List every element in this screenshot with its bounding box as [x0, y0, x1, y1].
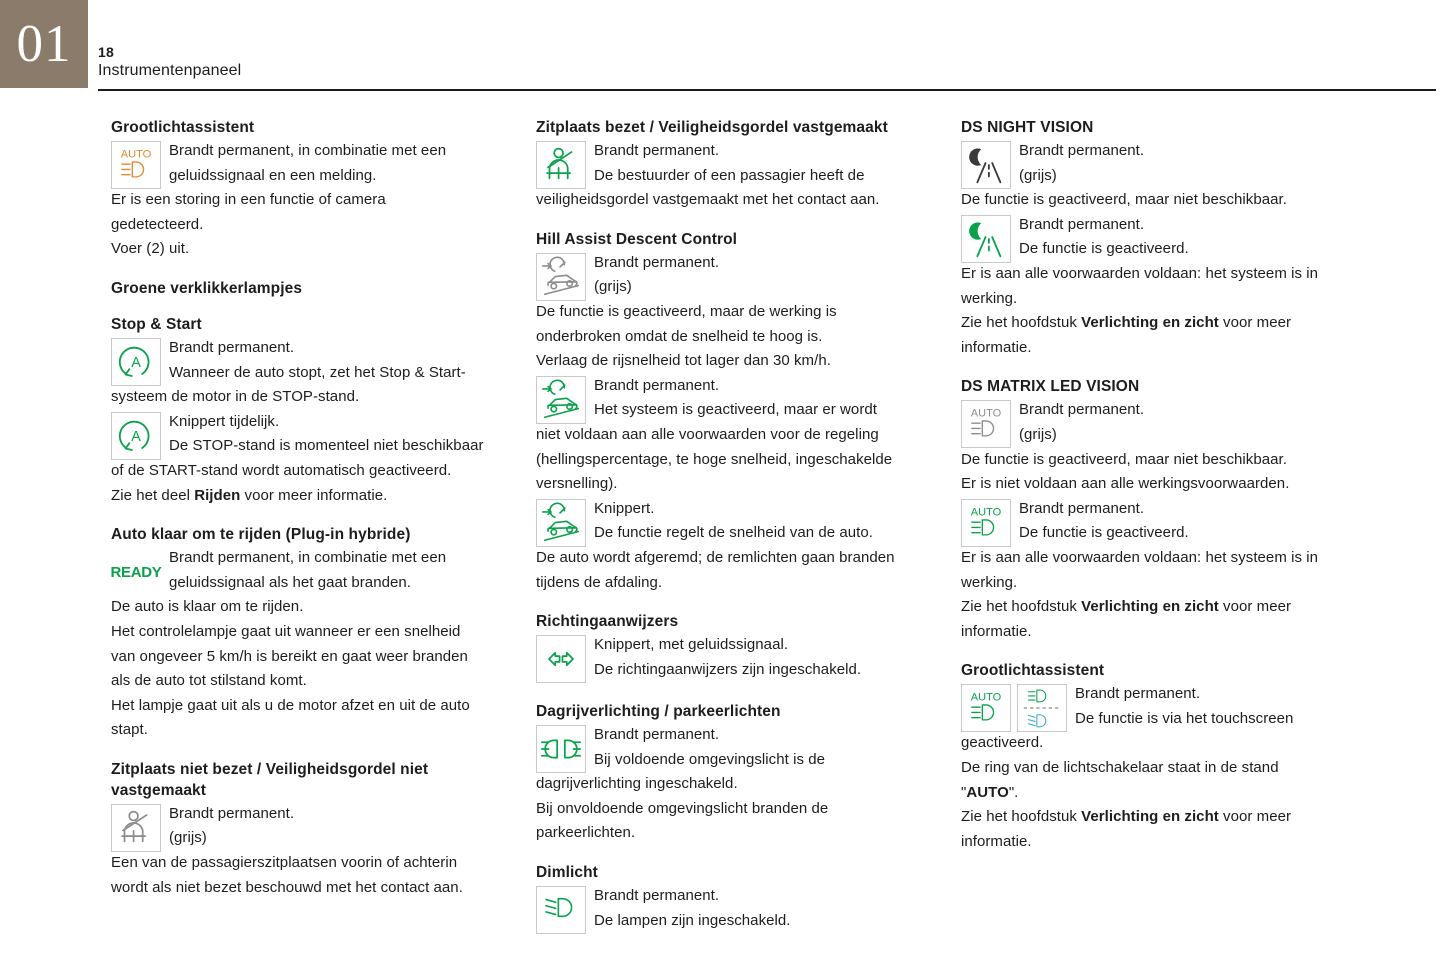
- text-line: Voer (2) uit.: [111, 240, 190, 258]
- text-line: Knippert, met geluidssignaal.: [594, 636, 789, 654]
- text-line: Er is aan alle voorwaarden voldaan: het systeem is in: [961, 264, 1319, 282]
- text-line: als de auto tot stilstand komt.: [111, 672, 307, 690]
- text-line: De functie is geactiveerd.: [1019, 240, 1189, 258]
- text-line: Wanneer de auto stopt, zet het Stop & Start-: [169, 363, 466, 381]
- section-heading: Zitplaats niet bezet / Veiligheidsgordel niet: [111, 760, 429, 778]
- tell-tale-entry: [961, 682, 1354, 854]
- night-vision-grey-icon: [961, 141, 1011, 189]
- text-line: De auto wordt afgeremd; de remlichten gaan branden: [536, 548, 895, 566]
- tell-tale-text: [111, 139, 504, 262]
- svg-text:AUTO: AUTO: [970, 506, 1002, 519]
- text-line: (grijs): [594, 278, 632, 296]
- section-heading: Richtingaanwijzers: [536, 613, 679, 631]
- text-line: Brandt permanent.: [1019, 142, 1145, 159]
- svg-text:A: A: [131, 428, 141, 445]
- text-line: Zie het hoofdstuk Verlichting en zicht voor meer: [961, 314, 1292, 332]
- tell-tale-icons: [536, 886, 586, 934]
- section-heading: Hill Assist Descent Control: [536, 230, 738, 248]
- text-line: onderbroken omdat de snelheid te hoog is.: [536, 327, 823, 345]
- text-line: informatie.: [961, 832, 1032, 850]
- content-columns: [0, 118, 1445, 936]
- tell-tale-icons: [536, 141, 586, 189]
- text-line: De ring van de lichtschakelaar staat in de stand: [961, 759, 1279, 777]
- svg-text:AUTO: AUTO: [970, 407, 1002, 420]
- text-line: Zie het deel Rijden voor meer informatie.: [111, 486, 388, 504]
- tell-tale-entry: [536, 633, 929, 685]
- text-line: De STOP-stand is momenteel niet beschikbaar: [169, 437, 484, 455]
- tell-tale-icons: [536, 499, 586, 547]
- text-line: Er is een storing in een functie of camera: [111, 191, 386, 209]
- tell-tale-entry: [961, 497, 1354, 645]
- tell-tale-icons: [111, 412, 161, 460]
- section-heading: Zitplaats bezet / Veiligheidsgordel vastgemaakt: [536, 119, 888, 136]
- tell-tale-text: [961, 398, 1354, 496]
- stop-start-green-icon: [111, 338, 161, 386]
- text-line: Brandt permanent.: [1075, 685, 1201, 703]
- text-line: Verlaag de rijsnelheid tot lager dan 30 km/h.: [536, 352, 831, 370]
- tell-tale-icons: [536, 253, 586, 301]
- parking-lights-green-icon: [536, 725, 586, 773]
- tell-tale-icons: [111, 548, 161, 596]
- header-divider: [98, 89, 1436, 91]
- tell-tale-text: [961, 213, 1354, 361]
- text-line: De functie regelt de snelheid van de auto.: [594, 524, 873, 542]
- text-line: Knippert.: [594, 499, 655, 517]
- text-line: Zie het hoofdstuk Verlichting en zicht voor meer: [961, 808, 1292, 826]
- section-heading: Auto klaar om te rijden (Plug-in hybride): [111, 526, 411, 544]
- tell-tale-text: [536, 497, 929, 595]
- text-line: Brandt permanent.: [594, 376, 720, 394]
- tell-tale-entry: [536, 497, 929, 595]
- text-line: Brandt permanent, in combinatie met een: [169, 142, 447, 159]
- column-3: [961, 118, 1354, 936]
- dipped-beam-green-icon: [536, 886, 586, 934]
- text-line: De richtingaanwijzers zijn ingeschakeld.: [594, 660, 862, 678]
- text-line: geactiveerd.: [961, 734, 1044, 752]
- text-line: dagrijverlichting ingeschakeld.: [536, 775, 738, 793]
- section-heading: Grootlichtassistent: [111, 119, 255, 136]
- text-line: Zie het hoofdstuk Verlichting en zicht voor meer: [961, 598, 1292, 616]
- text-line: (grijs): [1019, 166, 1057, 184]
- tell-tale-text: [536, 374, 929, 497]
- tell-tale-text: [536, 884, 929, 933]
- tell-tale-entry: [111, 410, 504, 508]
- text-line: De functie is geactiveerd, maar niet beschikbaar.: [961, 191, 1287, 209]
- tell-tale-text: [111, 546, 504, 743]
- tell-tale-entry: [536, 139, 929, 213]
- text-line: geluidssignaal en een melding.: [169, 166, 377, 184]
- text-line: Brandt permanent.: [594, 726, 720, 744]
- page-header: [98, 44, 241, 81]
- hill-descent-green-icon: [536, 376, 586, 424]
- tell-tale-text: [111, 410, 504, 508]
- text-line: De bestuurder of een passagier heeft de: [594, 166, 865, 184]
- text-line: Brandt permanent.: [1019, 215, 1145, 233]
- tell-tale-text: [111, 802, 504, 900]
- text-line: De functie is geactiveerd, maar de werking is: [536, 302, 837, 320]
- stop-start-green-icon: [111, 412, 161, 460]
- hill-descent-green-icon: [536, 499, 586, 547]
- ready-label: READY: [110, 563, 162, 581]
- text-line: Een van de passagierszitplaatsen voorin of achterin: [111, 854, 458, 872]
- section-heading: DS MATRIX LED VISION: [961, 378, 1140, 396]
- text-line: informatie.: [961, 338, 1032, 356]
- text-line: (hellingspercentage, te hoge snelheid, ingeschakelde: [536, 450, 893, 468]
- tell-tale-text: [961, 497, 1354, 645]
- text-line: parkeerlichten.: [536, 824, 636, 842]
- text-line: Het systeem is geactiveerd, maar er wordt: [594, 401, 877, 419]
- text-line: van ongeveer 5 km/h is bereikt en gaat weer branden: [111, 647, 468, 665]
- text-line: versnelling).: [536, 475, 618, 493]
- text-line: Brandt permanent.: [169, 338, 295, 356]
- text-line: Brandt permanent, in combinatie met een: [169, 549, 447, 567]
- text-line: Bij voldoende omgevingslicht is de: [594, 750, 825, 768]
- tell-tale-entry: [536, 374, 929, 497]
- auto-highbeam-orange-icon: [111, 141, 161, 189]
- auto-highbeam-grey-icon: [961, 400, 1011, 448]
- svg-text:A: A: [131, 354, 141, 371]
- text-line: geluidssignaal als het gaat branden.: [169, 573, 411, 591]
- text-line: veiligheidsgordel vastgemaakt met het contact aan.: [536, 191, 880, 209]
- tell-tale-icons: [111, 141, 161, 189]
- tell-tale-text: [536, 723, 929, 846]
- text-line: werking.: [961, 573, 1018, 591]
- beam-switch-green-blue-icon: [1017, 684, 1067, 732]
- tell-tale-icons: [961, 400, 1011, 448]
- tell-tale-entry: [961, 139, 1354, 213]
- tell-tale-text: [111, 336, 504, 410]
- tell-tale-entry: [536, 251, 929, 374]
- text-line: niet voldaan aan alle voorwaarden voor de regeling: [536, 425, 879, 443]
- tell-tale-entry: [961, 398, 1354, 496]
- tell-tale-entry: [111, 336, 504, 410]
- tell-tale-entry: [111, 546, 504, 743]
- text-line: Brandt permanent.: [594, 253, 720, 271]
- text-line: Brandt permanent.: [594, 887, 720, 905]
- seatbelt-green-icon: [536, 141, 586, 189]
- auto-highbeam-green-icon: [961, 684, 1011, 732]
- text-line: (grijs): [1019, 425, 1057, 443]
- tell-tale-entry: [111, 139, 504, 262]
- tell-tale-icons: [111, 338, 161, 386]
- text-line: systeem de motor in de STOP-stand.: [111, 388, 360, 406]
- tell-tale-text: [536, 633, 929, 682]
- chapter-badge: [0, 0, 88, 88]
- tell-tale-icons: [961, 499, 1011, 547]
- svg-text:AUTO: AUTO: [970, 691, 1002, 704]
- tell-tale-entry: [111, 802, 504, 900]
- text-line: De functie is geactiveerd, maar niet beschikbaar.: [961, 450, 1287, 468]
- tell-tale-icons: [111, 804, 161, 852]
- text-line: Het controlelampje gaat uit wanneer er een snelheid: [111, 622, 461, 640]
- tell-tale-text: [536, 251, 929, 374]
- text-line: informatie.: [961, 622, 1032, 640]
- text-line: De lampen zijn ingeschakeld.: [594, 911, 791, 929]
- section-heading: Stop & Start: [111, 315, 202, 333]
- tell-tale-text: [961, 139, 1354, 213]
- text-line: Bij onvoldoende omgevingslicht branden de: [536, 799, 829, 817]
- auto-highbeam-green-icon: [961, 499, 1011, 547]
- text-line: (grijs): [169, 829, 207, 847]
- text-line: Knippert tijdelijk.: [169, 412, 280, 430]
- section-heading: DS NIGHT VISION: [961, 119, 1094, 136]
- turn-signals-green-icon: [536, 635, 586, 683]
- text-line: tijdens de afdaling.: [536, 573, 663, 591]
- tell-tale-icons: [961, 141, 1011, 189]
- section-heading: vastgemaakt: [111, 781, 207, 799]
- svg-text:AUTO: AUTO: [120, 148, 152, 161]
- tell-tale-entry: [961, 213, 1354, 361]
- tell-tale-icons: [961, 215, 1011, 263]
- tell-tale-entry: [536, 723, 929, 846]
- text-line: De functie is geactiveerd.: [1019, 524, 1189, 542]
- text-line: Het lampje gaat uit als u de motor afzet en uit de auto: [111, 696, 470, 714]
- chapter-title: Instrumentenpaneel: [98, 62, 242, 79]
- text-line: "AUTO".: [961, 783, 1019, 801]
- column-2: [536, 118, 929, 936]
- tell-tale-text: [536, 139, 929, 213]
- text-line: Brandt permanent.: [1019, 499, 1145, 517]
- text-line: werking.: [961, 289, 1018, 307]
- text-line: Brandt permanent.: [169, 804, 295, 822]
- tell-tale-icons: [536, 725, 586, 773]
- section-heading: Grootlichtassistent: [961, 662, 1105, 680]
- text-line: stapt.: [111, 721, 148, 739]
- column-1: [111, 118, 504, 936]
- page-number: 18: [98, 44, 114, 60]
- tell-tale-icons: [536, 376, 586, 424]
- text-line: De auto is klaar om te rijden.: [111, 598, 304, 616]
- text-line: Er is aan alle voorwaarden voldaan: het systeem is in: [961, 548, 1319, 566]
- text-line: De functie is via het touchscreen: [1075, 709, 1294, 727]
- text-line: Er is niet voldaan aan alle werkingsvoorwaarden.: [961, 475, 1290, 493]
- section-heading: Dimlicht: [536, 864, 598, 882]
- seatbelt-grey-icon: [111, 804, 161, 852]
- text-line: Brandt permanent.: [1019, 401, 1145, 419]
- section-heading: Groene verklikkerlampjes: [111, 279, 303, 297]
- tell-tale-icons: [961, 684, 1067, 732]
- text-line: of de START-stand wordt automatisch geactiveerd.: [111, 461, 452, 479]
- tell-tale-icons: [536, 635, 586, 683]
- night-vision-green-icon: [961, 215, 1011, 263]
- chapter-number: 01: [16, 14, 72, 73]
- section-heading: Dagrijverlichting / parkeerlichten: [536, 703, 781, 721]
- ready-green-icon: [111, 548, 161, 596]
- text-line: wordt als niet bezet beschouwd met het contact aan.: [111, 878, 463, 896]
- tell-tale-entry: [536, 884, 929, 936]
- text-line: gedetecteerd.: [111, 215, 204, 233]
- text-line: Brandt permanent.: [594, 142, 720, 159]
- hill-descent-grey-icon: [536, 253, 586, 301]
